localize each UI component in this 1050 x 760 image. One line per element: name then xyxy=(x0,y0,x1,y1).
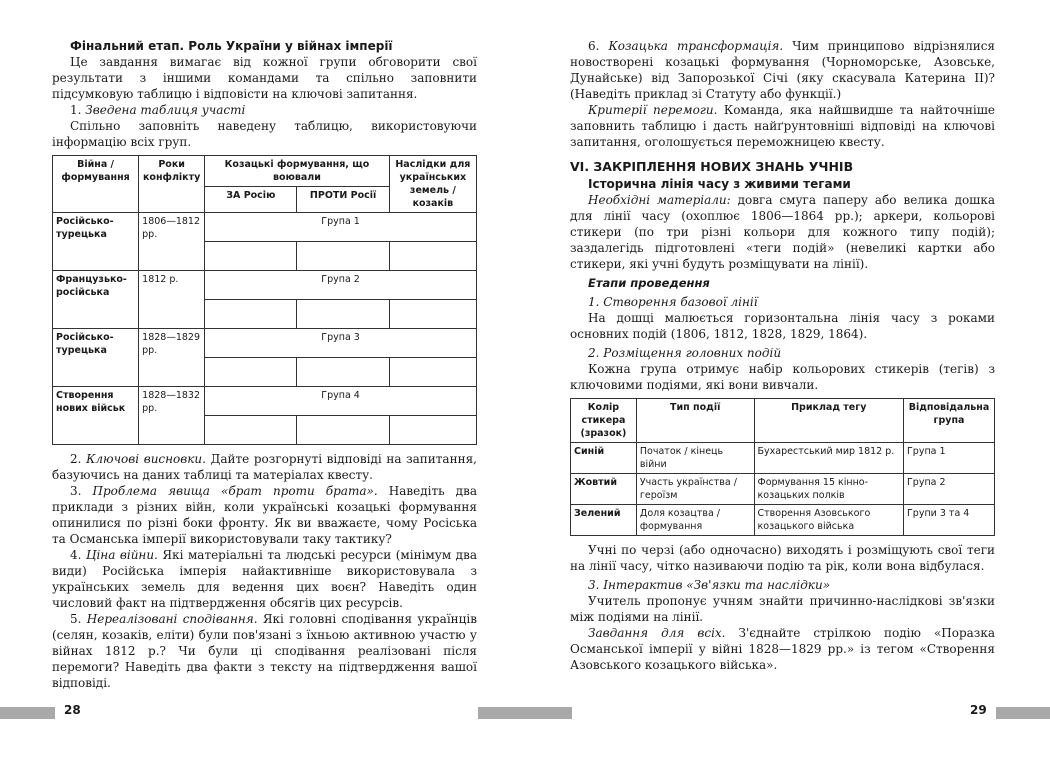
empty-cell xyxy=(389,242,476,271)
table-row-type: Участь українства / героїзм xyxy=(636,474,754,505)
table-row-group: Група 3 xyxy=(205,329,477,358)
empty-cell xyxy=(205,242,297,271)
th-against: ПРОТИ Росії xyxy=(297,187,389,213)
item-5: 5. Нереалізовані сподівання. Які головні сподівання українців (селян, козаків, еліти) були пов'язані з їхньою активною участю у війнах 1812 р.? Чи були ці сподівання реалізовані після перемоги? Наведіть два факти з тексту на підтвердження вашої відповіді. xyxy=(52,612,477,690)
sticker-table xyxy=(570,398,995,536)
table-row-example: Створення Азовського козацького війська xyxy=(754,505,903,536)
th-for: ЗА Росію xyxy=(205,187,297,213)
th-war: Війна / формування xyxy=(53,156,139,213)
stages-heading: Етапи проведення xyxy=(588,276,710,290)
th-result: Наслідки для українських земель / козаків xyxy=(389,156,476,213)
table-row-type: Початок / кінець війни xyxy=(636,443,754,474)
item-1-text: Спільно заповніть наведену таблицю, використовуючи інформацію всіх груп. xyxy=(52,119,477,149)
table-row-group: Групи 3 та 4 xyxy=(904,505,995,536)
stage-2-title: 2. Розміщення головних подій xyxy=(588,346,782,360)
table-row-war: Французько-російська xyxy=(53,271,139,329)
victory-criteria: Критерії перемоги. Команда, яка найшвидше та найточніше заповнить таблицю і дасть найґрунтовніші відповіді на ключові запитання, оголошується переможницею квесту. xyxy=(570,103,995,149)
table-row-color: Синій xyxy=(571,443,637,474)
empty-cell xyxy=(205,300,297,329)
table-row-example: Бухарестський мир 1812 р. xyxy=(754,443,903,474)
th-type: Тип події xyxy=(636,399,754,443)
footer-bar xyxy=(0,707,55,719)
table-row-war: Російсько-турецька xyxy=(53,213,139,271)
th-cossack: Козацькі формування, що воювали xyxy=(205,156,390,187)
table-row-years: 1828—1829 рр. xyxy=(139,329,205,387)
stage-3-title: 3. Інтерактив «Зв'язки та наслідки» xyxy=(588,578,831,592)
task-text: Завдання для всіх. З'єднайте стрілкою подію «Поразка Османської імперії у війні 1828—1829 рр.» із тегом «Створення Азовського козацького війська». xyxy=(570,626,996,672)
table-row-example: Формування 15 кінно-козацьких полків xyxy=(754,474,903,505)
table-row-years: 1806—1812 рр. xyxy=(139,213,205,271)
left-page xyxy=(52,38,477,691)
right-page xyxy=(570,38,995,673)
after-table-text: Учні по черзі (або одночасно) виходять і розміщують свої теги на лінії часу, чітко називаючи подію та рік, коли вона відбулася. xyxy=(570,543,995,573)
section-heading: VI. ЗАКРІПЛЕННЯ НОВИХ ЗНАНЬ УЧНІВ xyxy=(570,159,854,174)
th-years: Роки конфлікту xyxy=(139,156,205,213)
th-color: Колір стикера (зразок) xyxy=(571,399,637,443)
table-row-type: Доля козацтва / формування xyxy=(636,505,754,536)
table-row-years: 1828—1832 рр. xyxy=(139,387,205,445)
empty-cell xyxy=(389,416,476,445)
stage-3-text: Учитель пропонує учням знайти причинно-наслідкові зв'язки між подіями на лінії. xyxy=(570,594,995,624)
page-number-left: 28 xyxy=(64,703,81,717)
page-number-right: 29 xyxy=(970,703,987,717)
table-row-group: Група 2 xyxy=(205,271,477,300)
footer-bar xyxy=(478,707,572,719)
timeline-heading: Історична лінія часу з живими тегами xyxy=(588,177,851,191)
participation-table xyxy=(52,155,477,445)
final-stage-heading: Фінальний етап. Роль України у війнах імперії xyxy=(70,39,393,53)
th-example: Приклад тегу xyxy=(754,399,903,443)
empty-cell xyxy=(205,358,297,387)
item-1-heading: 1. Зведена таблиця участі xyxy=(70,103,246,117)
stage-2-text: Кожна група отримує набір кольорових стикерів (тегів) з ключовими подіями, які вони вивчали. xyxy=(570,362,995,392)
table-row-group: Група 4 xyxy=(205,387,477,416)
stage-1-text: На дошці малюється горизонтальна лінія часу з роками основних подій (1806, 1812, 1828, 1829, 1864). xyxy=(570,311,995,341)
table-row-war: Російсько-турецька xyxy=(53,329,139,387)
empty-cell xyxy=(297,416,389,445)
item-3: 3. Проблема явища «брат проти брата». Наведіть два приклади з різних війн, коли українські козацькі формування опинилися по різні боки фронту. Як ви вважаєте, чому Росіська та Османська імперії використовували таку тактику? xyxy=(52,484,477,546)
materials-text: Необхідні матеріали: довга смуга паперу або велика дошка для лінії часу (охоплює 1806—1864 рр.); аркери, кольорові стикери (по три різні кольори для кожного типу подій); заздалегідь підготовлені «теги подій» (невеликі картки або стикери, які учні будуть розміщувати на лінії). xyxy=(570,193,995,271)
table-row-group: Група 1 xyxy=(904,443,995,474)
table-row-group: Група 2 xyxy=(904,474,995,505)
empty-cell xyxy=(297,300,389,329)
item-4: 4. Ціна війни. Які матеріальні та людські ресурси (мінімум два види) Російська імперія найактивніше використовувала з українських земель для ведення цих воєн? Наведіть один числовий факт на підтвердження обсягів цих ресурсів. xyxy=(52,548,477,610)
table-row-war: Створення нових військ xyxy=(53,387,139,445)
empty-cell xyxy=(205,416,297,445)
footer-bar xyxy=(996,707,1050,719)
empty-cell xyxy=(297,358,389,387)
empty-cell xyxy=(297,242,389,271)
th-group: Відповідальна група xyxy=(904,399,995,443)
stage-1-title: 1. Створення базової лінії xyxy=(588,295,758,309)
table-row-years: 1812 р. xyxy=(139,271,205,329)
table-row-color: Зелений xyxy=(571,505,637,536)
table-row-group: Група 1 xyxy=(205,213,477,242)
empty-cell xyxy=(389,358,476,387)
final-stage-intro: Це завдання вимагає від кожної групи обговорити свої результати з іншими командами та спільно заповнити підсумковую таблицю і відповісти на ключові запитання. xyxy=(52,55,477,101)
item-6: 6. Козацька трансформація. Чим принципово відрізнялися новостворені козацькі формування (Чорноморське, Азовське, Дунайське) від Запорозької Січі (яку скасувала Катерина ІІ)? (Наведіть приклад зі Статуту або функції.) xyxy=(570,39,995,101)
item-2: 2. Ключові висновки. Дайте розгорнуті відповіді на запитання, базуючись на даних таблиці та матеріалах квесту. xyxy=(52,452,477,482)
empty-cell xyxy=(389,300,476,329)
table-row-color: Жовтий xyxy=(571,474,637,505)
